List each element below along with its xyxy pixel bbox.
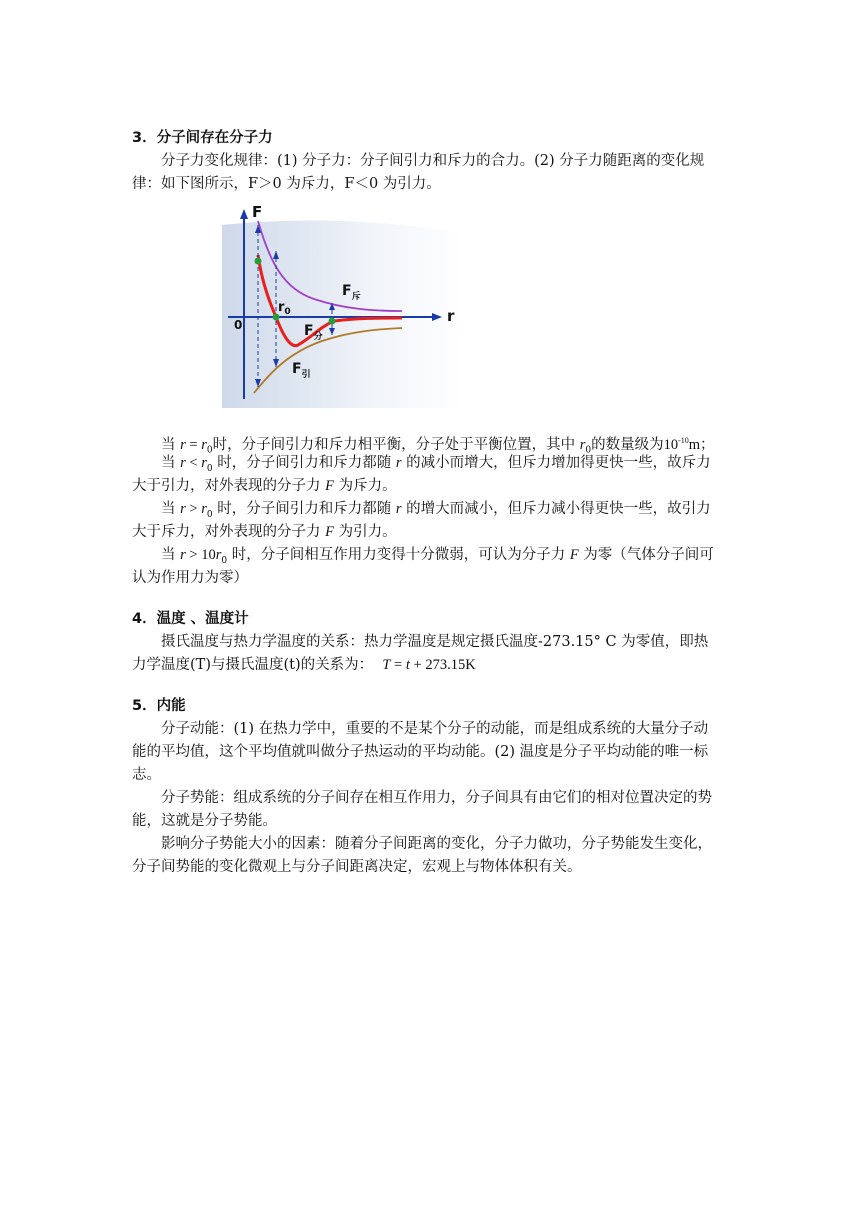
label-f-attractive: $F_引$ (292, 361, 311, 380)
section-3-intro-line2: 律：如下图所示，F＞0 为斥力，F＜0 为引力。 (132, 176, 441, 192)
case-equal-line: 当 $r = r_0$时，分子间引力和斥力相平衡，分子处于平衡位置，其中 $r_0$的数量级为$10^{-10}m$； (161, 436, 715, 456)
section-5-p2-line1: 分子势能：组成系统的分子间存在相互作用力，分子间具有由它们的相对位置决定的势 (161, 790, 712, 806)
f-axis-arrow (240, 209, 248, 219)
label-r0: $r_0$ (278, 300, 291, 317)
label-f-repulsive: $F_斥$ (342, 283, 361, 302)
case-far-line2: 认为作用力为零） (132, 570, 248, 586)
section-5-p3-line1: 影响分子势能大小的因素：随着分子间距离的变化，分子力做功，分子势能发生变化， (161, 836, 712, 852)
label-r-axis: r (447, 307, 455, 325)
case-less-line1: 当 $r < r_0$ 时，分子间引力和斥力都随 r 的减小而增大，但斥力增加得更快一些，故斥力 (161, 455, 711, 474)
case-greater-line2: 大于斥力，对外表现的分子力 F 为引力。 (132, 524, 397, 540)
section-5-p1-line2: 能的平均值，这个平均值就叫做分子热运动的平均动能。(2) 温度是分子平均动能的唯一标 (132, 744, 709, 760)
label-f-net: $F_分$ (304, 323, 323, 342)
molecular-force-figure (222, 203, 462, 408)
force-curve-svg (222, 203, 462, 408)
section-4-heading: 4．温度 、温度计 (132, 611, 249, 627)
section-3-heading: 3．分子间存在分子力 (132, 130, 273, 146)
section-5-p1-line3: 志。 (132, 767, 161, 783)
section-4-line2: 力学温度(T)与摄氏温度(t)的关系为： T = t + 273.15K (132, 657, 476, 673)
section-5-p3-line2: 分子间势能的变化微观上与分子间距离决定，宏观上与物体体积有关。 (132, 859, 582, 875)
case-greater-line1: 当 $r > r_0$ 时，分子间引力和斥力都随 r 的增大而减小，但斥力减小得更快一些，故引力 (161, 501, 711, 520)
section-5-heading: 5．内能 (132, 698, 186, 714)
section-4-line1: 摄氏温度与热力学温度的关系：热力学温度是规定摄氏温度-273.15° C 为零值，即热 (161, 634, 709, 650)
section-5-p1-line1: 分子动能：(1) 在热力学中，重要的不是某个分子的动能，而是组成系统的大量分子动 (161, 721, 709, 737)
section-3-intro-line1: 分子力变化规律：(1) 分子力：分子间引力和斥力的合力。(2) 分子力随距离的变化规 (161, 153, 705, 169)
case-less-line2: 大于引力，对外表现的分子力 F 为斥力。 (132, 478, 397, 494)
label-origin: 0 (234, 318, 243, 332)
point-left (255, 258, 262, 265)
point-right (329, 318, 336, 325)
section-5-p2-line2: 能，这就是分子势能。 (132, 813, 277, 829)
label-f-axis: F (252, 203, 263, 221)
case-far-line1: 当 $r > 10r_0$ 时，分子间相互作用力变得十分微弱，可认为分子力 F 为零（气体分子间可 (161, 547, 714, 566)
